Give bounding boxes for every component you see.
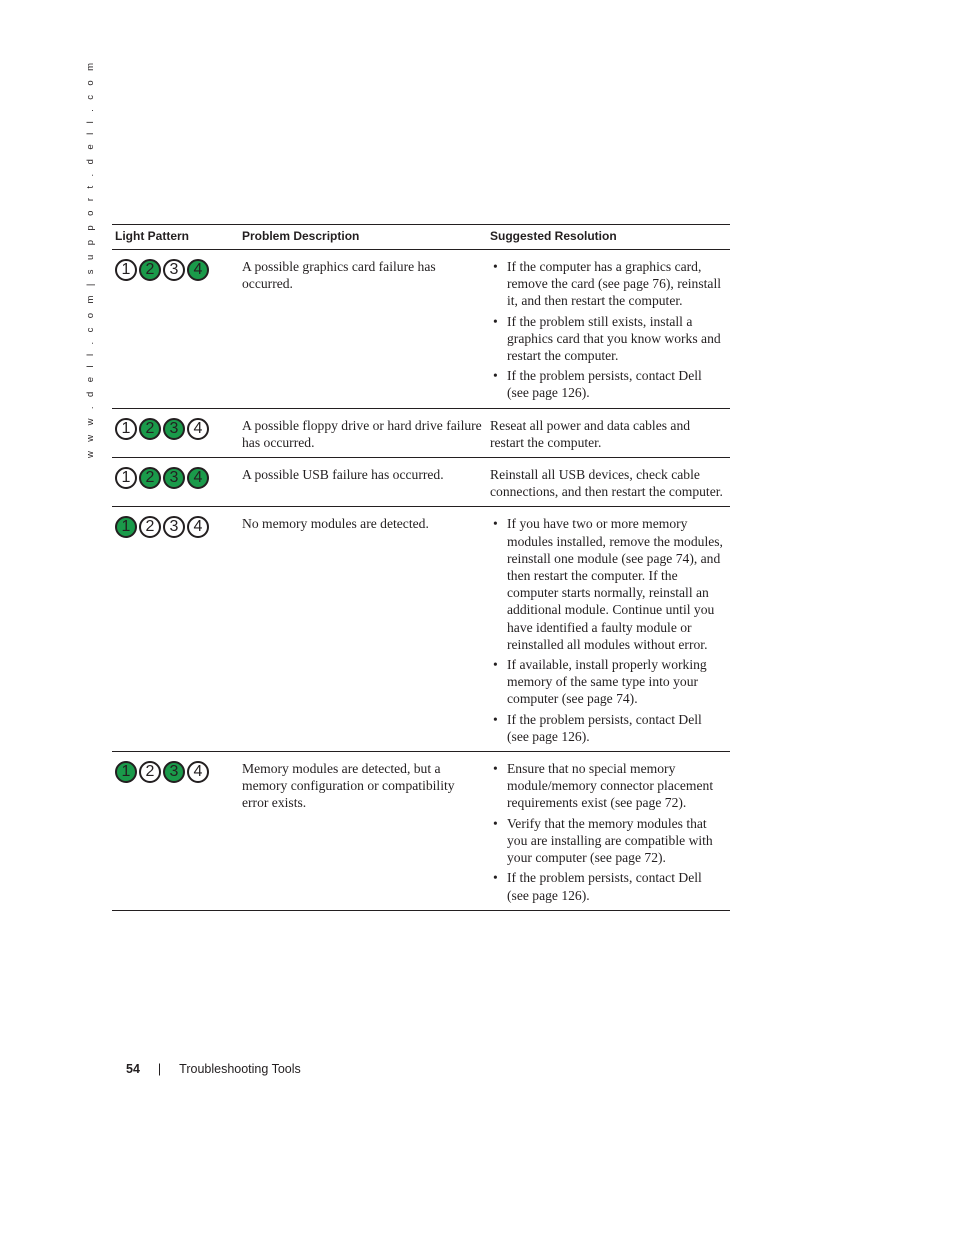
table-header-row: [112, 225, 730, 250]
diagnostic-lights: [115, 417, 236, 440]
diagnostic-light-1-off-icon: 1: [115, 259, 137, 281]
diagnostic-light-3-off-icon: 3: [163, 516, 185, 538]
header-light-pattern: Light Pattern: [115, 228, 189, 243]
resolution-list: [490, 258, 727, 402]
diagnostic-light-2-off-icon: 2: [139, 516, 161, 538]
diagnostic-light-2-on-icon: 2: [139, 259, 161, 281]
diagnostic-light-4-off-icon: 4: [187, 516, 209, 538]
diagnostic-light-1-on-icon: 1: [115, 761, 137, 783]
suggested-resolution-cell: Reseat all power and data cables and restart the computer.: [490, 417, 691, 450]
diagnostic-light-3-on-icon: 3: [163, 467, 185, 489]
diagnostic-light-4-on-icon: 4: [187, 467, 209, 489]
table-row: [112, 250, 730, 409]
suggested-resolution-cell: [487, 250, 730, 409]
diagnostic-light-2-on-icon: 2: [139, 467, 161, 489]
resolution-list: [490, 760, 727, 904]
problem-description-cell: A possible graphics card failure has occurred.: [242, 259, 436, 292]
diagnostic-light-4-off-icon: 4: [187, 761, 209, 783]
resolution-list: [490, 515, 727, 745]
resolution-list-item: • If the problem persists, contact Dell (see page 126).: [490, 711, 727, 745]
problem-description-cell: A possible floppy drive or hard drive failure has occurred.: [242, 417, 482, 450]
light-pattern-cell: [112, 408, 239, 457]
diagnostic-light-3-on-icon: 3: [163, 761, 185, 783]
diagnostic-lights: [115, 515, 236, 538]
diagnostic-light-1-off-icon: 1: [115, 467, 137, 489]
resolution-list-item: • Ensure that no special memory module/memory connector placement requirements exist (see page 72).: [490, 760, 727, 812]
diagnostic-light-2-off-icon: 2: [139, 761, 161, 783]
section-title: Troubleshooting Tools: [179, 1062, 301, 1076]
resolution-list-item: • If available, install properly working memory of the same type into your computer (see page 74).: [490, 656, 727, 708]
diagnostic-light-4-off-icon: 4: [187, 418, 209, 440]
header-suggested-resolution: Suggested Resolution: [490, 228, 617, 243]
table-row: [112, 458, 730, 507]
light-pattern-cell: [112, 250, 239, 409]
resolution-list-item: • If you have two or more memory modules installed, remove the modules, reinstall one module (see page 74), and then restart the computer. If the computer starts normally, reinstall an additional module. Continue until you have identified a faulty module or reinstalled all modules without error.: [490, 515, 727, 653]
side-url: w w w . d e l l . c o m | s u p p o r t . d e l l . c o m: [85, 59, 96, 458]
diagnostic-light-1-off-icon: 1: [115, 418, 137, 440]
table-row: [112, 752, 730, 911]
suggested-resolution-cell: [487, 507, 730, 752]
diagnostic-light-2-on-icon: 2: [139, 418, 161, 440]
problem-description-cell: A possible USB failure has occurred.: [242, 467, 444, 483]
table-row: [112, 408, 730, 457]
light-pattern-cell: [112, 458, 239, 507]
table-row: [112, 507, 730, 752]
diagnostic-lights: [115, 258, 236, 281]
footer-separator: |: [157, 1062, 162, 1076]
header-problem-description: Problem Description: [242, 228, 360, 243]
resolution-list-item: • If the problem persists, contact Dell (see page 126).: [490, 367, 727, 401]
page-number: 54: [126, 1062, 140, 1076]
suggested-resolution-cell: [487, 752, 730, 911]
light-pattern-cell: [112, 507, 239, 752]
suggested-resolution-cell: Reinstall all USB devices, check cable connections, and then restart the computer.: [490, 467, 723, 500]
diagnostic-light-3-off-icon: 3: [163, 259, 185, 281]
resolution-list-item: • Verify that the memory modules that you are installing are compatible with your computer (see page 72).: [490, 815, 727, 867]
problem-description-cell: Memory modules are detected, but a memory configuration or compatibility error exists.: [242, 761, 455, 811]
problem-description-cell: No memory modules are detected.: [242, 516, 429, 532]
light-pattern-cell: [112, 752, 239, 911]
diagnostic-lights-table: [112, 224, 730, 911]
page-footer: [126, 1062, 301, 1076]
diagnostic-lights: [115, 760, 236, 783]
diagnostic-lights: [115, 466, 236, 489]
diagnostic-light-3-on-icon: 3: [163, 418, 185, 440]
diagnostic-light-1-on-icon: 1: [115, 516, 137, 538]
resolution-list-item: • If the computer has a graphics card, remove the card (see page 76), reinstall it, and then restart the computer.: [490, 258, 727, 310]
resolution-list-item: • If the problem still exists, install a graphics card that you know works and restart the computer.: [490, 313, 727, 365]
resolution-list-item: • If the problem persists, contact Dell (see page 126).: [490, 869, 727, 903]
diagnostic-light-4-on-icon: 4: [187, 259, 209, 281]
